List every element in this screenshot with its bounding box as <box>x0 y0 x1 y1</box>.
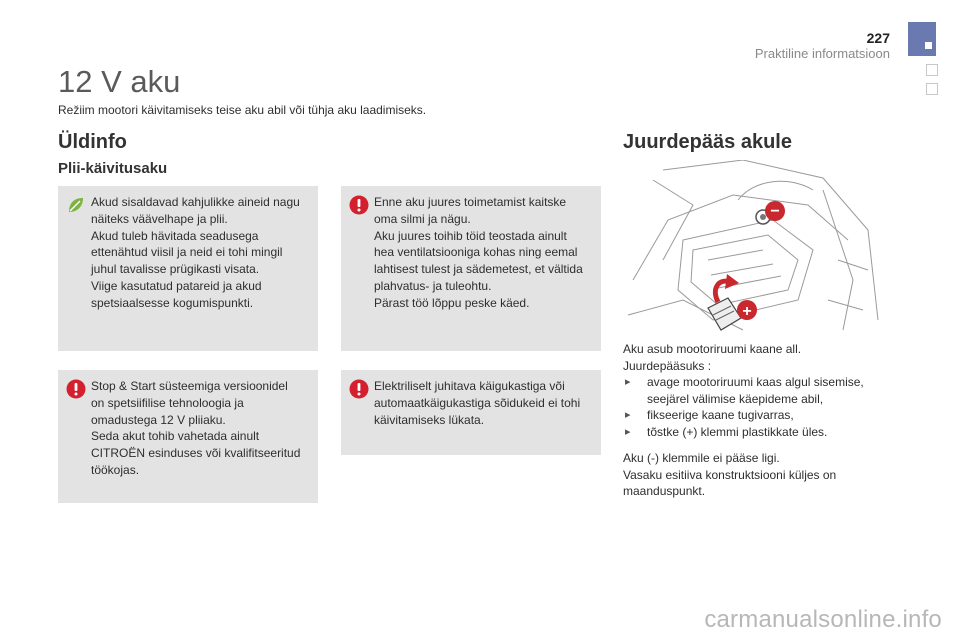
warning-icon <box>349 379 369 399</box>
warning-box-stop-start <box>58 370 318 503</box>
section-title: Praktiline informatsioon <box>754 46 890 61</box>
negative-terminal-icon <box>765 201 785 221</box>
svg-text:+: + <box>742 303 752 320</box>
warning-icon <box>349 195 369 215</box>
svg-text:−: − <box>770 203 780 220</box>
engine-bay-illustration <box>623 160 883 335</box>
section-tab[interactable] <box>926 83 938 95</box>
info-box-text: Akud sisaldavad kahjulikke aineid nagu näiteks väävelhape ja plii. Akud tuleb hävitada seadusega ettenähtud viisil ja neid ei tohi mingil juhul tavalisse prügikasti visata. Viige kasutatud patareid ja akud spetsiaalsesse kogumispunkti. <box>91 195 300 310</box>
warning-box-text: Stop & Start süsteemiga versioonidel on spetsiifilise tehnoloogia ja omadustega 12 V pliiaku. Seda akut tohib vahetada ainult CITROËN esinduses või kvalifitseeritud töökojas. <box>91 379 301 477</box>
warning-icon <box>66 379 86 399</box>
step-item: ▸ avage mootoriruumi kaas algul sisemise, seejärel välimise käepideme abil, <box>623 374 913 407</box>
subheading-lead-battery: Plii-käivitusaku <box>58 160 168 177</box>
section-heading-general: Üldinfo <box>58 131 127 153</box>
ground-point-note: Aku (-) klemmile ei pääse ligi. <box>623 451 780 465</box>
watermark: carmanualsonline.info <box>704 606 942 633</box>
recycle-leaf-icon <box>66 195 86 215</box>
arrow-head-icon <box>725 274 739 289</box>
positive-terminal-icon <box>737 300 757 320</box>
intro-text: Režiim mootori käivitamiseks teise aku abil või tühja aku laadimiseks. <box>58 103 427 117</box>
section-tab[interactable] <box>926 64 938 76</box>
page-title: 12 V aku <box>58 64 181 99</box>
page-number: 227 <box>866 30 890 46</box>
warning-box-gearbox <box>341 370 601 455</box>
section-heading-battery-access: Juurdepääs akule <box>623 131 792 153</box>
battery-terminal-cover <box>708 298 741 330</box>
battery-access-instructions: Aku asub mootoriruumi kaane all. Juurdepääsuks : ▸ avage mootoriruumi kaas algul sisemise, seejärel välimise käepideme abil, ▸ fikseerige kaane tugivarras, ▸ tõstke (+) klemmi plastikkate üles. Aku (-) klemmile ei pääse ligi. Vasaku esitiiva konstruktsiooni küljes on maanduspunkt. <box>623 341 913 500</box>
info-box-environment <box>58 186 318 351</box>
step-item: ▸ fikseerige kaane tugivarras, <box>623 407 913 424</box>
warning-box-text: Enne aku juures toimetamist kaitske oma silmi ja nägu. Aku juures toihib töid teostada ainult hea ventilatsiooniga kohas ning eemal lahtisest tulest ja sädemetest, et vältida plahvatus- ja tuleohtu. Pärast töö lõppu peske käed. <box>374 195 583 310</box>
warning-box-safety <box>341 186 601 351</box>
section-tab-active[interactable] <box>908 22 936 56</box>
warning-box-text: Elektriliselt juhitava käigukastiga või automaatkäigukastiga sõidukeid ei tohi käivitamiseks lükata. <box>374 379 581 427</box>
step-item: ▸ tõstke (+) klemmi plastikkate üles. <box>623 424 913 441</box>
